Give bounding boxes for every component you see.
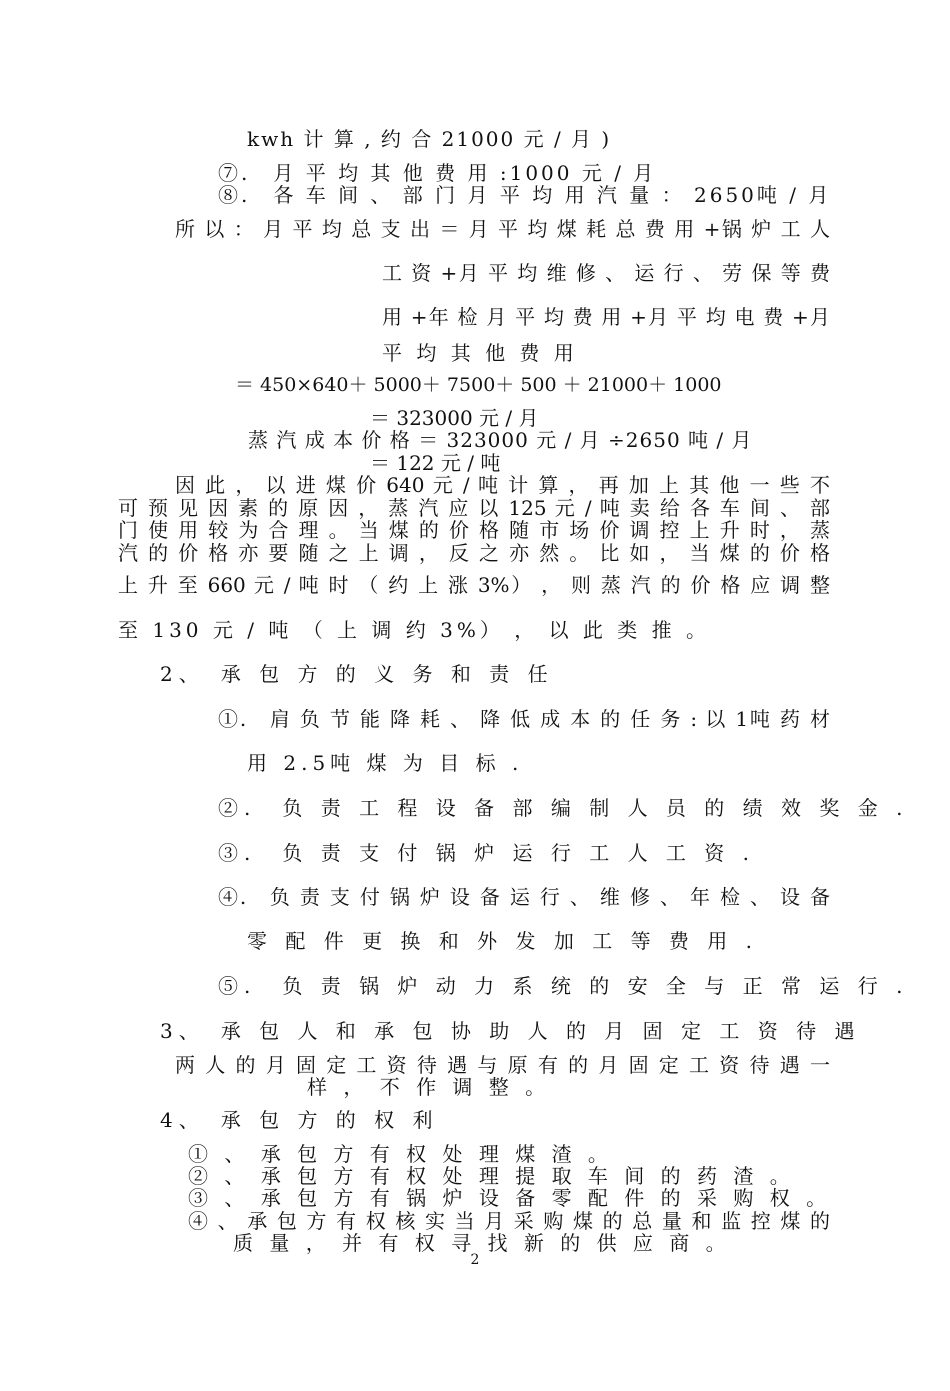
formula-sum: ＝ 450×640＋ 5000＋ 7500＋ 500 ＋ 21000＋ 1000 (235, 374, 722, 396)
section-3-body-2: 样 ， 不 作 调 整 。 (307, 1075, 551, 1099)
duty-1: ①. 肩 负 节 能 降 耗 、 降 低 成 本 的 任 务 : 以 1吨 药 材 (218, 707, 830, 731)
steam-cost-line: 蒸 汽 成 本 价 格 ＝ 323000 元 / 月 ÷2650 吨 / 月 (248, 428, 753, 452)
duty-2: ②. 负 责 工 程 设 备 部 编 制 人 员 的 绩 效 奖 金 . (218, 796, 909, 820)
right-4: ④ 、 承 包 方 有 权 核 实 当 月 采 购 煤 的 总 量 和 监 控 煤 的 (188, 1209, 830, 1233)
item-8: ⑧. 各 车 间 、 部 门 月 平 均 用 汽 量 ： 2650吨 / 月 (218, 183, 832, 207)
item-7: ⑦. 月 平 均 其 他 费 用 :1000 元 / 月 (218, 161, 657, 185)
paragraph-therefore-2: 可 预 见 因 素 的 原 因 ， 蒸 汽 应 以 125 元 / 吨 卖 给 各 车 间 、 部 (118, 496, 830, 520)
right-1: ① 、 承 包 方 有 权 处 理 煤 渣 。 (188, 1142, 613, 1166)
steam-cost-result: ＝ 122 元 / 吨 (370, 451, 501, 475)
duty-5: ⑤. 负 责 锅 炉 动 力 系 统 的 安 全 与 正 常 运 行 . (218, 974, 909, 998)
paragraph-therefore-5: 上 升 至 660 元 / 吨 时 （ 约 上 涨 3%） ， 则 蒸 汽 的 价 格 应 调 整 (118, 573, 830, 597)
duty-4-cont: 零 配 件 更 换 和 外 发 加 工 等 费 用 . (247, 929, 759, 953)
total-expense-line-4: 平 均 其 他 费 用 (382, 341, 578, 365)
total-expense-line-3: 用 +年 检 月 平 均 费 用 +月 平 均 电 费 +月 (382, 305, 830, 329)
duty-1-cont: 用 2.5吨 煤 为 目 标 . (247, 751, 524, 775)
section-2-heading: 2、 承 包 方 的 义 务 和 责 任 (160, 662, 554, 686)
duty-3: ③. 负 责 支 付 锅 炉 运 行 工 人 工 资 . (218, 841, 756, 865)
section-3-body-1: 两 人 的 月 固 定 工 资 待 遇 与 原 有 的 月 固 定 工 资 待 遇 一 (175, 1053, 830, 1077)
section-4-heading: 4、 承 包 方 的 权 利 (160, 1108, 439, 1132)
total-expense-line-2: 工 资 +月 平 均 维 修 、 运 行 、 劳 保 等 费 (382, 261, 830, 285)
total-expense-line-1: 所 以 ： 月 平 均 总 支 出 ＝ 月 平 均 煤 耗 总 费 用 +锅 炉 工 人 (175, 217, 830, 241)
right-4-cont: 质 量 ， 并 有 权 寻 找 新 的 供 应 商 。 (233, 1231, 731, 1255)
section-3-heading: 3、 承 包 人 和 承 包 协 助 人 的 月 固 定 工 资 待 遇 (160, 1019, 861, 1043)
right-3: ③ 、 承 包 方 有 锅 炉 设 备 零 配 件 的 采 购 权 。 (188, 1186, 832, 1210)
paragraph-therefore-6: 至 130 元 / 吨 （ 上 调 约 3%） ， 以 此 类 推 。 (118, 618, 711, 642)
page-number: 2 (470, 1252, 480, 1268)
formula-total: ＝ 323000 元 / 月 (370, 406, 539, 430)
paragraph-therefore-1: 因 此 ， 以 进 煤 价 640 元 / 吨 计 算 ， 再 加 上 其 他 一 些 不 (175, 473, 830, 497)
right-2: ② 、 承 包 方 有 权 处 理 提 取 车 间 的 药 渣 。 (188, 1164, 795, 1188)
paragraph-therefore-3: 门 使 用 较 为 合 理 。 当 煤 的 价 格 随 市 场 价 调 控 上 升 时 ， 蒸 (118, 518, 830, 542)
duty-4: ④. 负 责 支 付 锅 炉 设 备 运 行 、 维 修 、 年 检 、 设 备 (218, 885, 830, 909)
text-line-kwh: kwh 计 算 , 约 合 21000 元 / 月 ) (247, 127, 612, 151)
paragraph-therefore-4: 汽 的 价 格 亦 要 随 之 上 调 ， 反 之 亦 然 。 比 如 ， 当 煤 的 价 格 (118, 541, 830, 565)
